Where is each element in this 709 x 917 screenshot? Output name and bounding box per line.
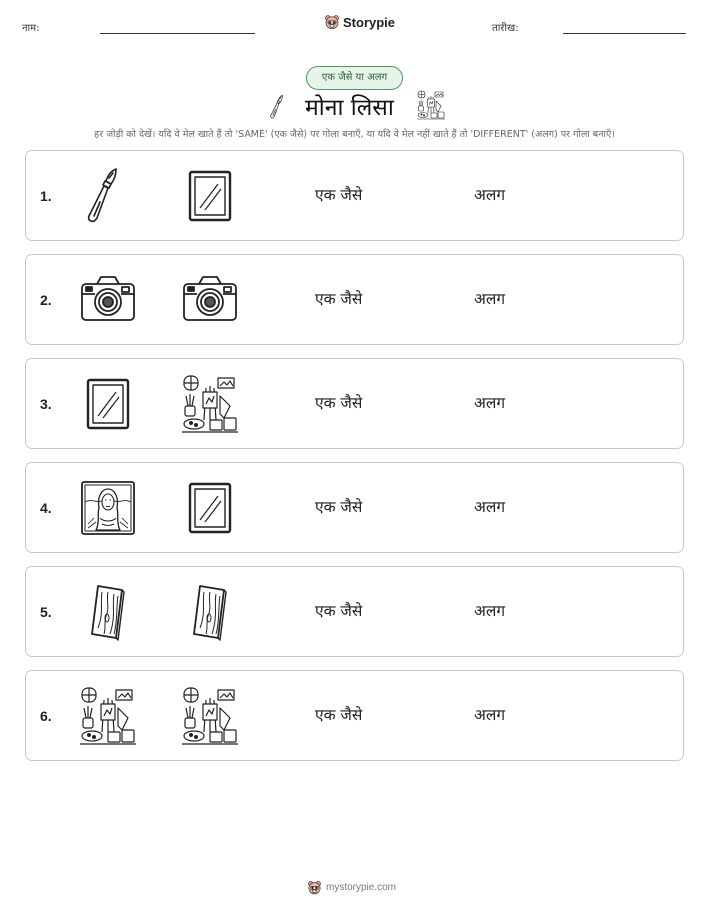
- mona-lisa-icon: [78, 478, 138, 538]
- art-studio-icon: [180, 374, 240, 434]
- storypie-bear-icon: [324, 14, 340, 30]
- paintbrush-icon: [78, 166, 138, 226]
- worksheet-type-badge: एक जैसे या अलग: [306, 66, 403, 90]
- different-option[interactable]: अलग: [474, 186, 506, 204]
- different-option[interactable]: अलग: [474, 498, 506, 516]
- different-option[interactable]: अलग: [474, 394, 506, 412]
- brand-name: Storypie: [343, 14, 396, 30]
- date-label: तारीख:: [492, 23, 519, 34]
- title-row: [0, 88, 709, 124]
- row-number: 5.: [40, 604, 52, 620]
- same-option[interactable]: एक जैसे: [315, 498, 363, 516]
- different-option[interactable]: अलग: [474, 602, 506, 620]
- different-option[interactable]: अलग: [474, 290, 506, 308]
- same-option[interactable]: एक जैसे: [315, 394, 363, 412]
- instructions-text: हर जोड़ी को देखें। यदि वे मेल खाते हैं तो 'SAME' (एक जैसे) पर गोला बनाएँ, या यदि वे मेल नहीं खाते हैं तो 'DIFFERENT' (अलग) पर गोला बनाएँ।: [94, 129, 615, 140]
- different-option[interactable]: अलग: [474, 706, 506, 724]
- row-number: 1.: [40, 188, 52, 204]
- name-line[interactable]: [100, 33, 255, 34]
- row-number: 3.: [40, 396, 52, 412]
- frame-icon: [180, 166, 240, 226]
- frame-icon: [180, 478, 240, 538]
- worksheet-header: [0, 14, 709, 38]
- pair-card: [25, 566, 684, 657]
- art-studio-icon: [180, 686, 240, 746]
- same-option[interactable]: एक जैसे: [315, 186, 363, 204]
- paintbrush-icon: [266, 92, 292, 122]
- pair-card: [25, 254, 684, 345]
- same-option[interactable]: एक जैसे: [315, 290, 363, 308]
- storypie-bear-icon: [307, 880, 322, 895]
- wood-plank-icon: [180, 582, 240, 642]
- camera-icon: [78, 270, 138, 330]
- pair-card: [25, 670, 684, 761]
- name-label: नाम:: [22, 23, 40, 34]
- wood-plank-icon: [78, 582, 138, 642]
- pair-card: [25, 358, 684, 449]
- art-studio-icon: [78, 686, 138, 746]
- row-number: 4.: [40, 500, 52, 516]
- page-title: मोना लिसा: [305, 95, 394, 121]
- row-number: 6.: [40, 708, 52, 724]
- same-option[interactable]: एक जैसे: [315, 602, 363, 620]
- date-line[interactable]: [563, 33, 686, 34]
- pair-card: [25, 462, 684, 553]
- same-option[interactable]: एक जैसे: [315, 706, 363, 724]
- pair-card: [25, 150, 684, 241]
- art-studio-icon: [416, 90, 446, 120]
- row-number: 2.: [40, 292, 52, 308]
- footer: [307, 880, 396, 895]
- frame-icon: [78, 374, 138, 434]
- footer-url[interactable]: mystorypie.com: [326, 882, 397, 893]
- brand-logo: [324, 14, 395, 30]
- camera-icon: [180, 270, 240, 330]
